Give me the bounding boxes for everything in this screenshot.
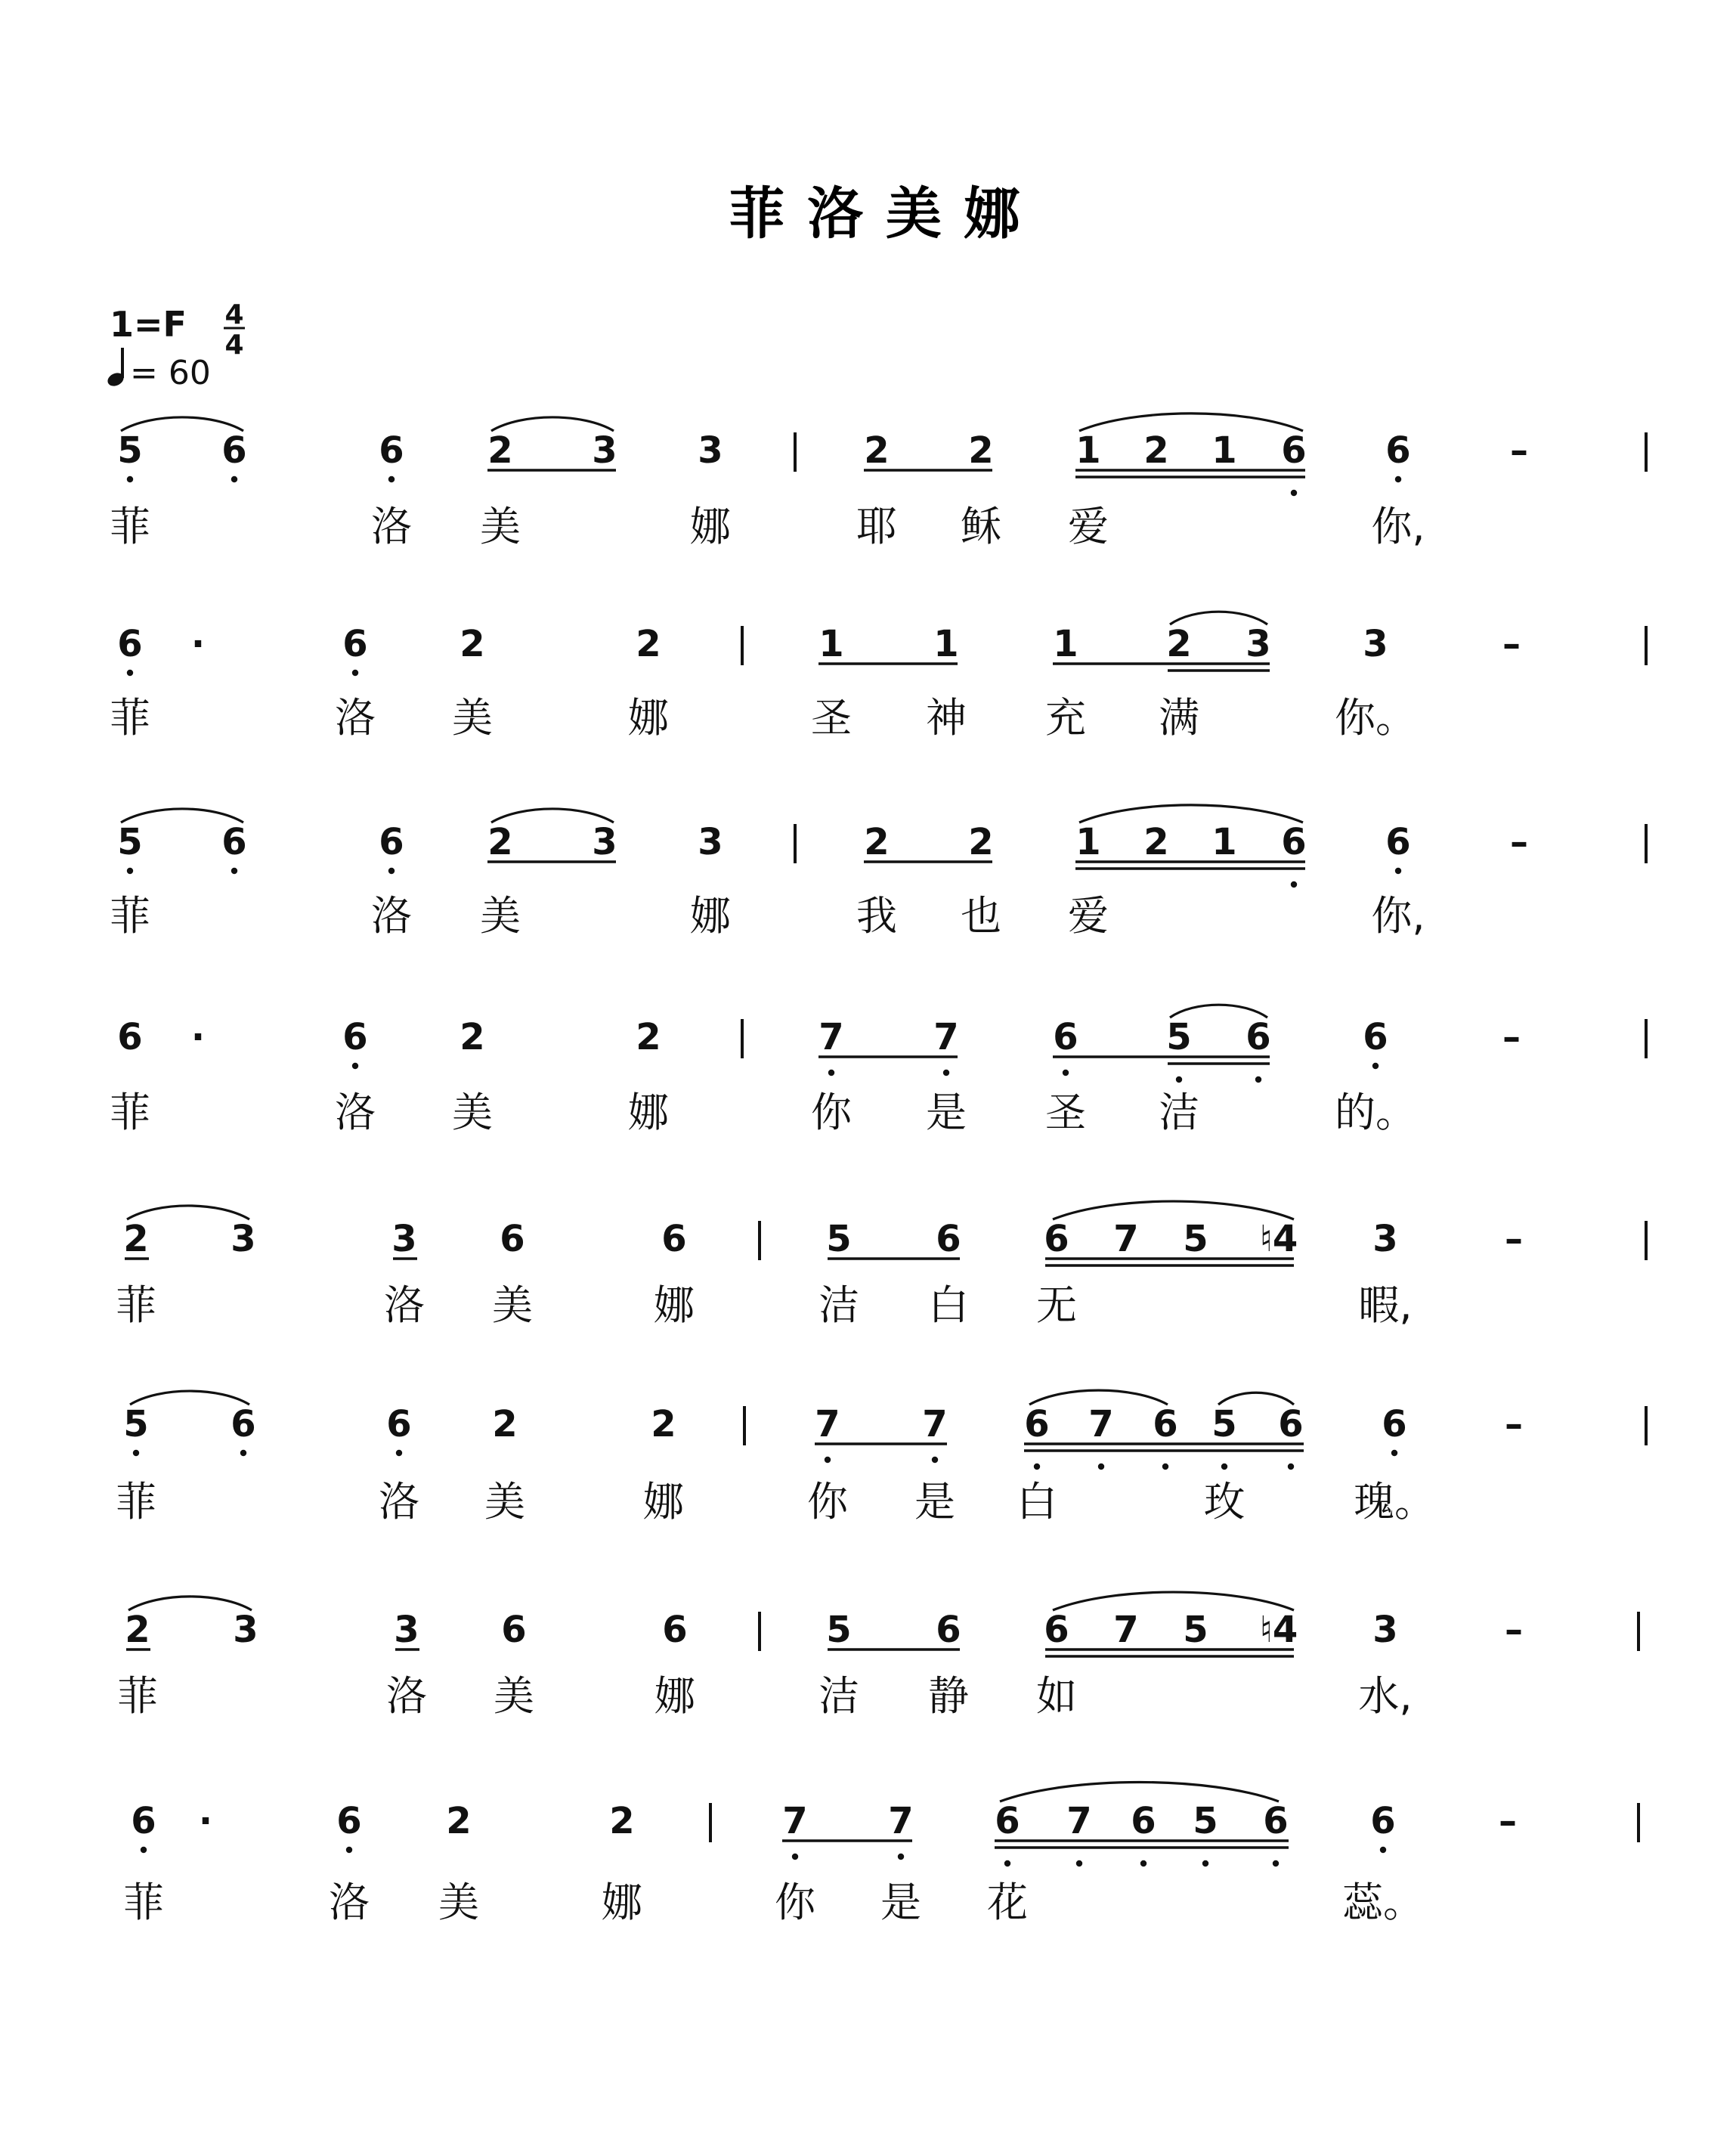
note: ♮4 bbox=[1259, 1218, 1298, 1260]
lyric-syllable: 神 bbox=[926, 694, 967, 742]
note: 3 bbox=[1372, 1218, 1398, 1260]
note: 2 bbox=[487, 821, 513, 863]
note: 5 bbox=[1183, 1609, 1208, 1651]
octave-dot-below bbox=[1140, 1860, 1147, 1866]
note: 2 bbox=[446, 1800, 472, 1842]
note: 7 bbox=[1066, 1800, 1092, 1842]
lyric-syllable: 洁 bbox=[818, 1281, 859, 1329]
octave-dot-below bbox=[231, 476, 237, 482]
lyric-syllable: 菲 bbox=[116, 1281, 156, 1329]
note: 3 bbox=[592, 821, 617, 863]
note: – bbox=[1505, 1218, 1523, 1260]
note: 2 bbox=[609, 1800, 635, 1842]
note: 7 bbox=[922, 1403, 948, 1445]
score-row bbox=[116, 1390, 1646, 1526]
note: 2 bbox=[487, 429, 513, 472]
octave-dot-below bbox=[388, 476, 395, 482]
lyric-syllable: 是 bbox=[914, 1478, 955, 1526]
lyric-syllable: 娜 bbox=[602, 1879, 642, 1926]
octave-dot-below bbox=[346, 1847, 352, 1853]
octave-dot-below bbox=[1291, 490, 1297, 496]
note: 5 bbox=[1193, 1800, 1218, 1842]
note: 5 bbox=[826, 1218, 852, 1260]
note: 3 bbox=[1372, 1609, 1398, 1651]
lyric-syllable: 如 bbox=[1036, 1672, 1077, 1720]
score-row bbox=[110, 414, 1646, 550]
note: 6 bbox=[1053, 1016, 1078, 1058]
note: 5 bbox=[117, 429, 143, 472]
note: 6 bbox=[1281, 821, 1307, 863]
lyric-syllable: 我 bbox=[856, 892, 897, 940]
song-title: 菲 洛 美 娜 bbox=[729, 181, 1022, 246]
lyric-syllable: 水, bbox=[1358, 1672, 1413, 1720]
octave-dot-below bbox=[1255, 1076, 1261, 1083]
note: 1 bbox=[1053, 623, 1078, 665]
lyric-syllable: 娜 bbox=[690, 892, 731, 940]
note: 6 bbox=[336, 1800, 362, 1842]
lyric-syllable: 白 bbox=[1017, 1478, 1057, 1526]
note: 7 bbox=[1113, 1609, 1139, 1651]
lyric-syllable: 娜 bbox=[690, 503, 731, 550]
note: 7 bbox=[888, 1800, 914, 1842]
note: 6 bbox=[221, 429, 247, 472]
lyric-syllable: 洛 bbox=[335, 694, 376, 742]
lyric-syllable: 洁 bbox=[1159, 1089, 1199, 1136]
lyric-syllable: 的。 bbox=[1335, 1089, 1416, 1136]
lyric-syllable: 洛 bbox=[335, 1089, 376, 1136]
slur-arc bbox=[1053, 1201, 1294, 1219]
note: ♮4 bbox=[1259, 1609, 1298, 1651]
lyric-syllable: 美 bbox=[452, 694, 493, 742]
note: 3 bbox=[698, 429, 723, 472]
note: – bbox=[1505, 1609, 1523, 1651]
slur-arc bbox=[1053, 1592, 1294, 1610]
lyric-syllable: 圣 bbox=[1045, 1089, 1086, 1136]
note: 3 bbox=[233, 1609, 258, 1651]
octave-dot-below bbox=[1034, 1464, 1040, 1470]
score-row bbox=[123, 1783, 1639, 1927]
note: 6 bbox=[1363, 1016, 1388, 1058]
score-row bbox=[110, 1005, 1646, 1136]
note: 7 bbox=[818, 1016, 844, 1058]
note: – bbox=[1510, 429, 1528, 472]
lyric-syllable: 静 bbox=[928, 1672, 969, 1720]
score-row bbox=[110, 612, 1646, 742]
note: 6 bbox=[936, 1218, 961, 1260]
note: 1 bbox=[1075, 429, 1101, 472]
octave-dot-below bbox=[1380, 1847, 1386, 1853]
lyric-syllable: 菲 bbox=[110, 694, 150, 742]
lyric-syllable: 花 bbox=[987, 1879, 1028, 1926]
octave-dot-below bbox=[231, 868, 237, 874]
note: 2 bbox=[636, 1016, 661, 1058]
quarter-note-icon bbox=[106, 348, 126, 389]
note: 1 bbox=[1211, 429, 1237, 472]
note: 2 bbox=[460, 1016, 485, 1058]
note: 2 bbox=[1166, 623, 1192, 665]
score-header bbox=[106, 299, 245, 392]
lyric-syllable: 美 bbox=[492, 1281, 533, 1329]
note: 7 bbox=[1113, 1218, 1139, 1260]
lyric-syllable: 爱 bbox=[1068, 503, 1109, 550]
note: 7 bbox=[815, 1403, 840, 1445]
note: 6 bbox=[1246, 1016, 1271, 1058]
note: 6 bbox=[1024, 1403, 1050, 1445]
note: 5 bbox=[123, 1403, 149, 1445]
lyric-syllable: 娜 bbox=[654, 1672, 695, 1720]
octave-dot-below bbox=[1004, 1860, 1010, 1866]
note: – bbox=[1510, 821, 1528, 863]
note: 5 bbox=[1211, 1403, 1237, 1445]
octave-dot-below bbox=[1395, 868, 1401, 874]
note: 6 bbox=[342, 623, 368, 665]
note: 3 bbox=[1246, 623, 1271, 665]
note: 2 bbox=[492, 1403, 518, 1445]
lyric-syllable: 菲 bbox=[117, 1672, 158, 1720]
note: 6 bbox=[1281, 429, 1307, 472]
note: 6 bbox=[1044, 1609, 1069, 1651]
note: 3 bbox=[1363, 623, 1388, 665]
note: 6 bbox=[117, 623, 143, 665]
lyric-syllable: 也 bbox=[961, 892, 1001, 940]
score-row bbox=[116, 1201, 1646, 1329]
note: 6 bbox=[662, 1609, 688, 1651]
octave-dot-below bbox=[127, 670, 133, 676]
slur-arc bbox=[1000, 1783, 1279, 1802]
lyric-syllable: 洛 bbox=[371, 503, 412, 550]
note: 6 bbox=[386, 1403, 412, 1445]
lyric-syllable: 是 bbox=[880, 1879, 921, 1926]
lyric-syllable: 是 bbox=[926, 1089, 967, 1136]
note: 5 bbox=[1183, 1218, 1208, 1260]
octave-dot-below bbox=[1162, 1464, 1168, 1470]
octave-dot-below bbox=[1176, 1076, 1182, 1083]
octave-dot-below bbox=[1395, 476, 1401, 482]
note: – bbox=[1502, 1016, 1521, 1058]
note: 6 bbox=[231, 1403, 256, 1445]
lyric-syllable: 你, bbox=[1371, 892, 1425, 940]
note: 6 bbox=[1153, 1403, 1178, 1445]
lyric-syllable: 美 bbox=[452, 1089, 493, 1136]
note: 3 bbox=[231, 1218, 256, 1260]
lyric-syllable: 蕊。 bbox=[1342, 1879, 1424, 1926]
slur-arc bbox=[1079, 805, 1303, 822]
key-signature: 1=F bbox=[110, 304, 187, 345]
note: 7 bbox=[933, 1016, 959, 1058]
time-signature-top: 4 bbox=[224, 299, 244, 330]
note: 2 bbox=[1143, 429, 1169, 472]
octave-dot-below bbox=[240, 1450, 246, 1456]
octave-dot-below bbox=[388, 868, 395, 874]
lyric-syllable: 洛 bbox=[384, 1281, 425, 1329]
lyric-syllable: 美 bbox=[480, 503, 521, 550]
note: – bbox=[1502, 623, 1521, 665]
octave-dot-below bbox=[133, 1450, 139, 1456]
score-row bbox=[117, 1592, 1639, 1720]
note: 6 bbox=[1131, 1800, 1156, 1842]
lyric-syllable: 美 bbox=[494, 1672, 534, 1720]
octave-dot-below bbox=[352, 670, 358, 676]
note: 2 bbox=[968, 429, 994, 472]
note: 6 bbox=[661, 1218, 687, 1260]
lyric-syllable: 美 bbox=[438, 1879, 479, 1926]
note: 6 bbox=[1385, 821, 1411, 863]
note: 6 bbox=[1263, 1800, 1289, 1842]
lyric-syllable: 洛 bbox=[379, 1478, 419, 1526]
octave-dot-below bbox=[352, 1063, 358, 1069]
lyric-syllable: 娜 bbox=[654, 1281, 695, 1329]
lyric-syllable: 菲 bbox=[110, 503, 150, 550]
lyric-syllable: 你 bbox=[811, 1089, 852, 1136]
lyric-syllable: 菲 bbox=[123, 1879, 164, 1926]
octave-dot-below bbox=[825, 1457, 831, 1463]
octave-dot-below bbox=[1291, 881, 1297, 887]
note: 5 bbox=[826, 1609, 852, 1651]
lyric-syllable: 娜 bbox=[628, 694, 669, 742]
note: 3 bbox=[394, 1609, 419, 1651]
note: 2 bbox=[636, 623, 661, 665]
note: 2 bbox=[123, 1218, 149, 1260]
note: 6 bbox=[379, 429, 404, 472]
note: 1 bbox=[933, 623, 959, 665]
lyric-syllable: 洛 bbox=[386, 1672, 427, 1720]
note: 6 bbox=[1044, 1218, 1069, 1260]
tempo-marking: = 60 bbox=[130, 354, 211, 392]
octave-dot-below bbox=[1063, 1070, 1069, 1076]
octave-dot-below bbox=[1076, 1860, 1082, 1866]
lyric-syllable: 暇, bbox=[1358, 1281, 1413, 1329]
note: · bbox=[190, 623, 206, 665]
lyric-syllable: 稣 bbox=[961, 503, 1001, 550]
lyric-syllable: 满 bbox=[1159, 694, 1199, 742]
lyric-syllable: 美 bbox=[480, 892, 521, 940]
lyric-syllable: 无 bbox=[1036, 1281, 1077, 1329]
note: 3 bbox=[592, 429, 617, 472]
note: 6 bbox=[131, 1800, 156, 1842]
octave-dot-below bbox=[127, 868, 133, 874]
note: · bbox=[190, 1016, 206, 1058]
lyric-syllable: 瑰。 bbox=[1354, 1478, 1435, 1526]
note: 2 bbox=[968, 821, 994, 863]
octave-dot-below bbox=[141, 1847, 147, 1853]
note: 1 bbox=[1075, 821, 1101, 863]
lyric-syllable: 菲 bbox=[116, 1478, 156, 1526]
note: 7 bbox=[782, 1800, 808, 1842]
octave-dot-below bbox=[898, 1854, 904, 1860]
octave-dot-below bbox=[1221, 1464, 1227, 1470]
octave-dot-below bbox=[127, 476, 133, 482]
note: 5 bbox=[117, 821, 143, 863]
note: 2 bbox=[651, 1403, 676, 1445]
lyric-syllable: 美 bbox=[484, 1478, 525, 1526]
note: 6 bbox=[1278, 1403, 1304, 1445]
octave-dot-below bbox=[1202, 1860, 1208, 1866]
note: 6 bbox=[221, 821, 247, 863]
lyric-syllable: 洛 bbox=[329, 1879, 370, 1926]
note: 2 bbox=[864, 821, 890, 863]
score-row bbox=[110, 805, 1646, 940]
slur-arc bbox=[1079, 414, 1303, 431]
lyric-syllable: 娜 bbox=[628, 1089, 669, 1136]
note: 6 bbox=[500, 1218, 525, 1260]
lyric-syllable: 耶 bbox=[856, 503, 897, 550]
note: 2 bbox=[1143, 821, 1169, 863]
note: 6 bbox=[1370, 1800, 1396, 1842]
lyric-syllable: 玫 bbox=[1204, 1478, 1245, 1526]
lyric-syllable: 充 bbox=[1045, 694, 1086, 742]
note: 6 bbox=[1382, 1403, 1407, 1445]
lyric-syllable: 爱 bbox=[1068, 892, 1109, 940]
note: 2 bbox=[125, 1609, 150, 1651]
lyric-syllable: 圣 bbox=[811, 694, 852, 742]
lyric-syllable: 你。 bbox=[1335, 694, 1416, 742]
note: 3 bbox=[698, 821, 723, 863]
octave-dot-below bbox=[1372, 1063, 1379, 1069]
lyric-syllable: 娜 bbox=[643, 1478, 684, 1526]
octave-dot-below bbox=[943, 1070, 949, 1076]
lyric-syllable: 你 bbox=[807, 1478, 848, 1526]
note: 6 bbox=[995, 1800, 1020, 1842]
lyric-syllable: 你 bbox=[775, 1879, 815, 1926]
note: 5 bbox=[1166, 1016, 1192, 1058]
note: 6 bbox=[379, 821, 404, 863]
note: 7 bbox=[1088, 1403, 1114, 1445]
octave-dot-below bbox=[1391, 1450, 1397, 1456]
note: 6 bbox=[117, 1016, 143, 1058]
lyric-syllable: 菲 bbox=[110, 892, 150, 940]
note: 2 bbox=[460, 623, 485, 665]
octave-dot-below bbox=[1098, 1464, 1104, 1470]
lyric-syllable: 洛 bbox=[371, 892, 412, 940]
lyric-syllable: 洁 bbox=[818, 1672, 859, 1720]
octave-dot-below bbox=[396, 1450, 402, 1456]
note: 3 bbox=[391, 1218, 417, 1260]
lyric-syllable: 菲 bbox=[110, 1089, 150, 1136]
note: 2 bbox=[864, 429, 890, 472]
octave-dot-below bbox=[1288, 1464, 1294, 1470]
note: – bbox=[1505, 1403, 1523, 1445]
note: – bbox=[1499, 1800, 1517, 1842]
note: 6 bbox=[342, 1016, 368, 1058]
note: 6 bbox=[936, 1609, 961, 1651]
note: 6 bbox=[501, 1609, 527, 1651]
time-signature-bottom: 4 bbox=[224, 330, 244, 361]
octave-dot-below bbox=[828, 1070, 834, 1076]
octave-dot-below bbox=[932, 1457, 938, 1463]
note: 6 bbox=[1385, 429, 1411, 472]
note: 1 bbox=[1211, 821, 1237, 863]
lyric-syllable: 你, bbox=[1371, 503, 1425, 550]
score-systems bbox=[110, 414, 1646, 1926]
lyric-syllable: 白 bbox=[928, 1281, 969, 1329]
note: · bbox=[198, 1800, 213, 1842]
note: 1 bbox=[818, 623, 844, 665]
octave-dot-below bbox=[1273, 1860, 1279, 1866]
octave-dot-below bbox=[792, 1854, 798, 1860]
